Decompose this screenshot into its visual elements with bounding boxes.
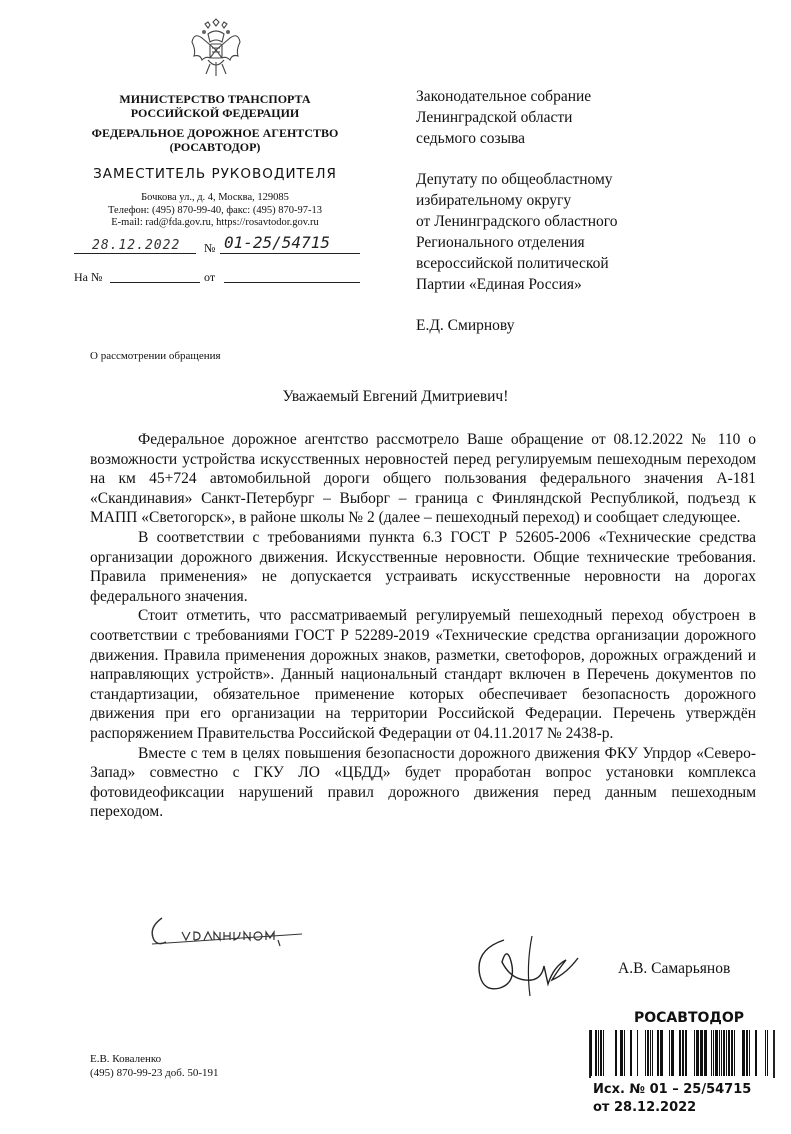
- agency-line-1: ФЕДЕРАЛЬНОЕ ДОРОЖНОЕ АГЕНТСТВО: [91, 126, 339, 140]
- barcode-bar: [700, 1030, 703, 1076]
- barcode-bar: [590, 1030, 592, 1076]
- from-underline: [224, 282, 360, 283]
- outgoing-date: 28.12.2022: [92, 238, 181, 253]
- barcode-bar: [600, 1030, 602, 1076]
- address-line: Бочкова ул., д. 4, Москва, 129085: [141, 192, 289, 203]
- barcode-bar: [657, 1030, 659, 1076]
- barcode-bar: [728, 1030, 730, 1076]
- barcode-bar: [630, 1030, 632, 1076]
- executor-name: Е.В. Коваленко: [90, 1053, 162, 1065]
- ministry-name: [60, 92, 370, 120]
- barcode-bar: [711, 1030, 712, 1076]
- barcode-bar: [731, 1030, 733, 1076]
- coat-of-arms-emblem: [188, 18, 244, 80]
- barcode-bar: [671, 1030, 674, 1076]
- barcode-bar: [615, 1030, 617, 1076]
- barcode-bar: [620, 1030, 623, 1076]
- agency-name: [60, 126, 370, 154]
- letter-body: [90, 430, 756, 822]
- email-line: E-mail: rad@fda.gov.ru, https://rosavtodor.gov.ru: [111, 217, 319, 228]
- barcode-bar: [719, 1030, 720, 1076]
- recipient-spacer: [416, 295, 618, 315]
- recipient-block: [416, 86, 618, 336]
- date-underline: [74, 253, 196, 254]
- contact-block: [60, 192, 370, 230]
- body-paragraph: Федеральное дорожное агентство рассмотрело Ваше обращение от 08.12.2022 № 110 о возможности устройства искусственных неровностей перед регулируемым пешеходным переходом на км 45+724 автомобильной дороги общего пользования федерального значения А-181 «Скандинавия» Санкт-Петербург – Выборг – граница с Финляндской Республикой, подъезд к МАПП «Светогорск», в районе школы № 2 (далее – пешеходный переход) и сообщает следующее.: [90, 431, 756, 527]
- body-paragraph: В соответствии с требованиями пункта 6.3 ГОСТ Р 52605-2006 «Технические средства организации дорожного движения. Искусственные неровности. Общие технические требования. Правила применения» не допускается устраивать искусственные неровности на дорогах федерального значения.: [90, 528, 756, 605]
- stamp-date: от 28.12.2022: [593, 1100, 697, 1115]
- barcode-bar: [767, 1030, 768, 1076]
- barcode-bar: [682, 1030, 684, 1076]
- recipient-line: седьмого созыва: [416, 130, 526, 147]
- from-label: от: [204, 270, 216, 284]
- recipient-line: Депутату по общеобластному: [416, 171, 613, 188]
- ministry-line-1: МИНИСТЕРСТВО ТРАНСПОРТА: [119, 92, 311, 106]
- handwritten-regards: [148, 910, 348, 960]
- recipient-line: Партии «Единая Россия»: [416, 276, 582, 293]
- ministry-line-2: РОССИЙСКОЙ ФЕДЕРАЦИИ: [130, 106, 300, 120]
- on-underline: [110, 282, 200, 283]
- outgoing-number: 01-25/54715: [224, 233, 330, 252]
- barcode-bar: [603, 1030, 604, 1076]
- barcode-bar: [742, 1030, 745, 1076]
- barcode-bar: [647, 1030, 649, 1076]
- barcode-bar: [595, 1030, 597, 1076]
- barcode-bar: [660, 1030, 663, 1076]
- reference-row: [74, 270, 360, 288]
- barcode-bar: [723, 1030, 725, 1076]
- stamp-number: Исх. № 01 – 25/54715: [593, 1082, 752, 1097]
- barcode-bar: [637, 1030, 638, 1076]
- recipient-spacer: [416, 149, 618, 169]
- signer-name: А.В. Самарьянов: [618, 960, 731, 977]
- agency-line-2: (РОСАВТОДОР): [169, 140, 261, 154]
- barcode-bar: [624, 1030, 625, 1076]
- barcode-bar: [696, 1030, 699, 1076]
- barcode-bar: [598, 1030, 599, 1076]
- signature-scribble: [474, 930, 594, 1000]
- barcode-bar: [679, 1030, 681, 1076]
- registration-barcode: [590, 1030, 774, 1076]
- barcode-bar: [765, 1030, 766, 1076]
- barcode-bar: [755, 1030, 757, 1076]
- outgoing-date-number-row: [74, 233, 360, 256]
- barcode-bar: [650, 1030, 651, 1076]
- barcode-bar: [713, 1030, 714, 1076]
- barcode-bar: [749, 1030, 750, 1076]
- position-title: ЗАМЕСТИТЕЛЬ РУКОВОДИТЕЛЯ: [93, 166, 337, 182]
- barcode-bar: [669, 1030, 670, 1076]
- recipient-name: Е.Д. Смирнову: [416, 317, 515, 334]
- recipient-line: Законодательное собрание: [416, 88, 592, 105]
- recipient-line: всероссийской политической: [416, 255, 609, 272]
- stamp-org: РОСАВТОДОР: [634, 1010, 745, 1026]
- barcode-bar: [721, 1030, 722, 1076]
- barcode-bar: [645, 1030, 646, 1076]
- number-prefix: №: [204, 241, 216, 255]
- number-underline: [220, 253, 360, 254]
- recipient-line: от Ленинградского областного: [416, 213, 618, 230]
- barcode-bar: [715, 1030, 718, 1076]
- executor-phone: (495) 870-99-23 доб. 50-191: [90, 1067, 219, 1079]
- executor-block: [90, 1052, 219, 1080]
- barcode-bar: [694, 1030, 695, 1076]
- barcode-bar: [746, 1030, 748, 1076]
- barcode-bar: [685, 1030, 687, 1076]
- body-paragraph: Вместе с тем в целях повышения безопасности дорожного движения ФКУ Упрдор «Северо-Запад» совместно с ГКУ ЛО «ЦБДД» будет проработан вопрос установки комплекса фотовидеофиксации нарушений правил дорожного движения перед данным пешеходным переходом.: [90, 744, 756, 821]
- phone-line: Телефон: (495) 870-99-40, факс: (495) 870-97-13: [108, 204, 322, 216]
- letter-subject: О рассмотрении обращения: [90, 350, 221, 362]
- barcode-bar: [652, 1030, 653, 1076]
- body-paragraph: Стоит отметить, что рассматриваемый регулируемый пешеходный переход обустроен в соответствии с требованиями ГОСТ Р 52289-2019 «Технические средства организации дорожного движения. Правила применения дорожных знаков, разметки, светофоров, дорожных ограждений и направляющих устройств». Данный национальный стандарт включен в Перечень документов по стандартизации, обязательное применение которых обеспечивает безопасность дорожного движения при его организации на территории Российской Федерации. Перечень утверждён распоряжением Правительства Российской Федерации от 04.11.2017 № 2438-р.: [90, 607, 756, 742]
- recipient-line: Ленинградской области: [416, 109, 573, 126]
- recipient-line: Регионального отделения: [416, 234, 585, 251]
- recipient-line: избирательному округу: [416, 192, 572, 209]
- salutation: Уважаемый Евгений Дмитриевич!: [282, 388, 509, 405]
- barcode-bar: [704, 1030, 707, 1076]
- on-label: На №: [74, 270, 103, 284]
- barcode-bar: [726, 1030, 727, 1076]
- barcode-bar: [734, 1030, 735, 1076]
